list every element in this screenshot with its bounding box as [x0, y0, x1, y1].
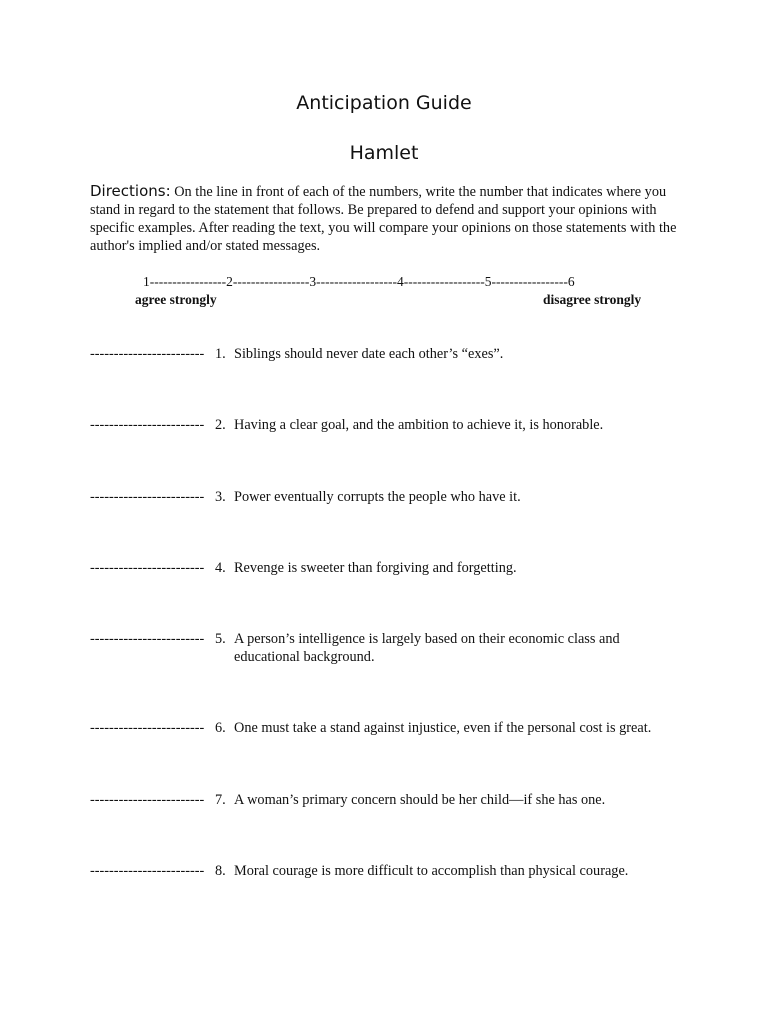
statement-number: 4. [215, 560, 226, 576]
answer-blank: ------------------------ [90, 346, 205, 362]
answer-blank: ------------------------ [90, 863, 205, 879]
statement-text: Revenge is sweeter than forgiving and forgetting. [234, 560, 517, 576]
statement-text: Moral courage is more difficult to accomplish than physical courage. [234, 863, 629, 879]
directions-text: On the line in front of each of the numbers, write the number that indicates where you stand in regard to the statement that follows. Be prepared to defend and support your opinions with specific examples. After reading the text, you will compare your opinions on those statements with the author's implied and/or stated messages. [90, 184, 677, 254]
scale-label-agree: agree strongly [135, 292, 217, 307]
directions-paragraph [90, 182, 690, 255]
statement-number: 2. [215, 417, 226, 433]
statement-text: A person’s intelligence is largely based on their economic class and educational background. [234, 631, 620, 665]
statement-item [90, 630, 730, 666]
answer-blank: ------------------------ [90, 720, 205, 736]
statement-number: 6. [215, 720, 226, 736]
statement-item [90, 559, 730, 577]
answer-blank: ------------------------ [90, 489, 205, 505]
statement-text: Having a clear goal, and the ambition to achieve it, is honorable. [234, 417, 604, 433]
page-title: Anticipation Guide [296, 92, 472, 114]
statement-item [90, 345, 730, 363]
answer-blank: ------------------------ [90, 417, 205, 433]
answer-blank: ------------------------ [90, 631, 205, 647]
statement-item [90, 719, 730, 737]
statement-number: 8. [215, 863, 226, 879]
statement-number: 1. [215, 346, 226, 362]
statement-number: 3. [215, 489, 226, 505]
statement-text: Siblings should never date each other’s “exes”. [234, 346, 504, 362]
statement-item [90, 862, 730, 880]
rating-scale: 1-----------------2-----------------3------------------4------------------5-----------------6 [143, 274, 575, 289]
directions-label: Directions: [90, 182, 171, 200]
scale-label-disagree: disagree strongly [543, 292, 642, 307]
statement-item [90, 416, 730, 434]
statement-number: 5. [215, 631, 226, 647]
answer-blank: ------------------------ [90, 560, 205, 576]
page-subtitle: Hamlet [349, 142, 419, 164]
answer-blank: ------------------------ [90, 792, 205, 808]
statement-text: A woman’s primary concern should be her child—if she has one. [234, 792, 606, 808]
statement-text: Power eventually corrupts the people who have it. [234, 489, 521, 505]
statement-item [90, 791, 730, 809]
statement-item [90, 488, 730, 506]
statement-number: 7. [215, 792, 226, 808]
statement-text: One must take a stand against injustice, even if the personal cost is great. [234, 720, 652, 736]
